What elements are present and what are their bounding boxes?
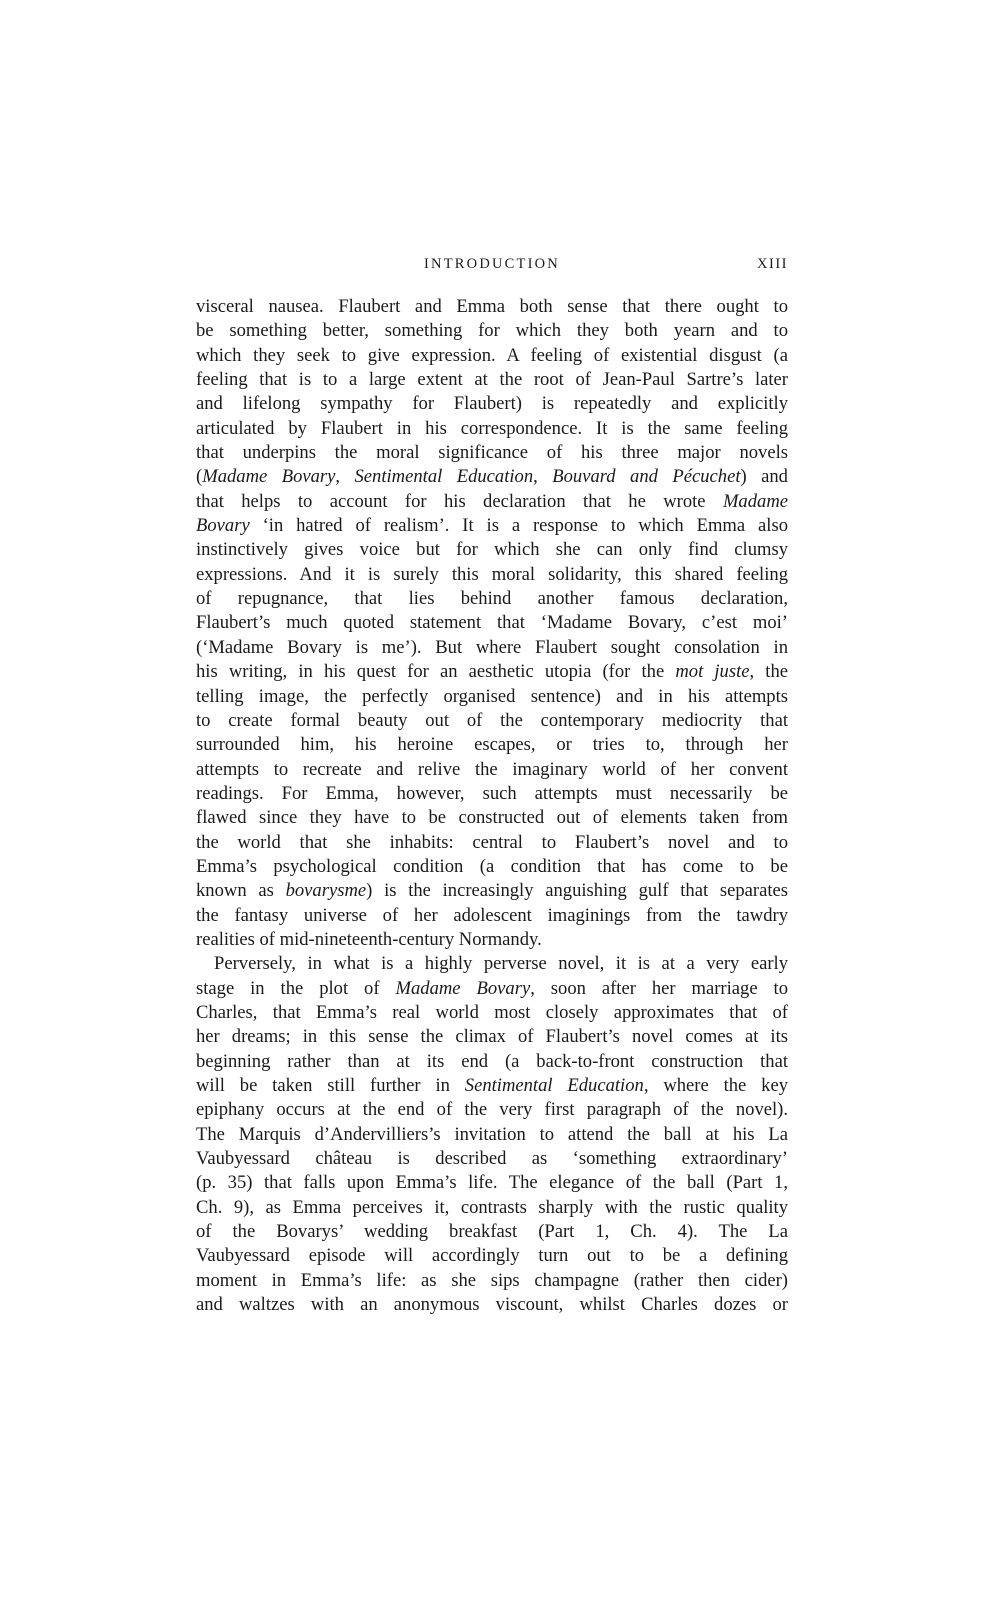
text-line: Charles, that Emma’s real world most closely approximates that of (196, 1001, 788, 1023)
text-line: and waltzes with an anonymous viscount, whilst Charles dozes or (196, 1294, 788, 1316)
text-line: telling image, the perfectly organised sentence) and in his attempts (196, 685, 788, 707)
text-line: expressions. And it is surely this moral solidarity, this shared feeling (196, 563, 788, 585)
text-line: and lifelong sympathy for Flaubert) is repeatedly and explicitly (196, 393, 788, 415)
book-page (196, 256, 788, 1317)
text-line: visceral nausea. Flaubert and Emma both sense that there ought to (196, 296, 788, 317)
text-line: Flaubert’s much quoted statement that ‘Madame Bovary, c’est moi’ (196, 612, 788, 634)
text-line: that underpins the moral significance of his three major novels (196, 442, 788, 464)
text-line: epiphany occurs at the end of the very first paragraph of the novel). (196, 1099, 788, 1121)
text-line: to create formal beauty out of the contemporary mediocrity that (196, 709, 788, 731)
text-line: attempts to recreate and relive the imaginary world of her convent (196, 758, 788, 780)
text-line: (p. 35) that falls upon Emma’s life. The elegance of the ball (Part 1, (196, 1172, 788, 1194)
text-line: the world that she inhabits: central to Flaubert’s novel and to (196, 831, 788, 853)
text-line: Vaubyessard episode will accordingly turn out to be a defining (196, 1245, 788, 1267)
text-line: her dreams; in this sense the climax of Flaubert’s novel comes at its (196, 1026, 788, 1048)
text-line: moment in Emma’s life: as she sips champagne (rather then cider) (196, 1269, 788, 1291)
running-head (196, 256, 788, 282)
text-line: articulated by Flaubert in his correspondence. It is the same feeling (196, 417, 788, 439)
paragraph-2 (196, 952, 788, 1317)
text-line: beginning rather than at its end (a back-to-front construction that (196, 1050, 788, 1072)
page-number: XIII (757, 256, 788, 272)
text-line: the fantasy universe of her adolescent imaginings from the tawdry (196, 904, 788, 926)
text-line: (Madame Bovary, Sentimental Education, Bouvard and Pécuchet) and (196, 466, 788, 488)
text-line: of the Bovarys’ wedding breakfast (Part 1, Ch. 4). The La (196, 1221, 788, 1243)
text-line: feeling that is to a large extent at the root of Jean-Paul Sartre’s later (196, 369, 788, 391)
text-line: Emma’s psychological condition (a condition that has come to be (196, 855, 788, 877)
text-line: realities of mid-nineteenth-century Normandy. (196, 928, 542, 950)
running-title: INTRODUCTION (424, 256, 560, 272)
text-line: instinctively gives voice but for which she can only find clumsy (196, 539, 788, 561)
text-line: Vaubyessard château is described as ‘something extraordinary’ (196, 1148, 788, 1170)
text-line: The Marquis d’Andervilliers’s invitation to attend the ball at his La (196, 1123, 788, 1145)
text-line: be something better, something for which they both yearn and to (196, 320, 788, 342)
text-line: flawed since they have to be constructed out of elements taken from (196, 807, 788, 829)
text-line: stage in the plot of Madame Bovary, soon after her marriage to (196, 977, 788, 999)
text-line: known as bovarysme) is the increasingly anguishing gulf that separates (196, 880, 789, 902)
text-line: Perversely, in what is a highly perverse novel, it is at a very early (214, 953, 788, 975)
text-line: Bovary ‘in hatred of realism’. It is a response to which Emma also (196, 515, 788, 537)
body-text (196, 295, 788, 1317)
text-line: which they seek to give expression. A feeling of existential disgust (a (196, 344, 788, 366)
text-line: of repugnance, that lies behind another famous declaration, (196, 588, 788, 610)
paragraph-1 (196, 295, 788, 952)
text-line: readings. For Emma, however, such attempts must necessarily be (196, 782, 788, 804)
text-line: (‘Madame Bovary is me’). But where Flaubert sought consolation in (196, 636, 788, 658)
text-line: surrounded him, his heroine escapes, or tries to, through her (196, 734, 788, 756)
text-line: will be taken still further in Sentimental Education, where the key (196, 1075, 788, 1096)
text-line: that helps to account for his declaration that he wrote Madame (196, 490, 788, 512)
text-line: Ch. 9), as Emma perceives it, contrasts sharply with the rustic quality (196, 1196, 788, 1218)
text-line: his writing, in his quest for an aesthetic utopia (for the mot juste, the (196, 661, 789, 683)
